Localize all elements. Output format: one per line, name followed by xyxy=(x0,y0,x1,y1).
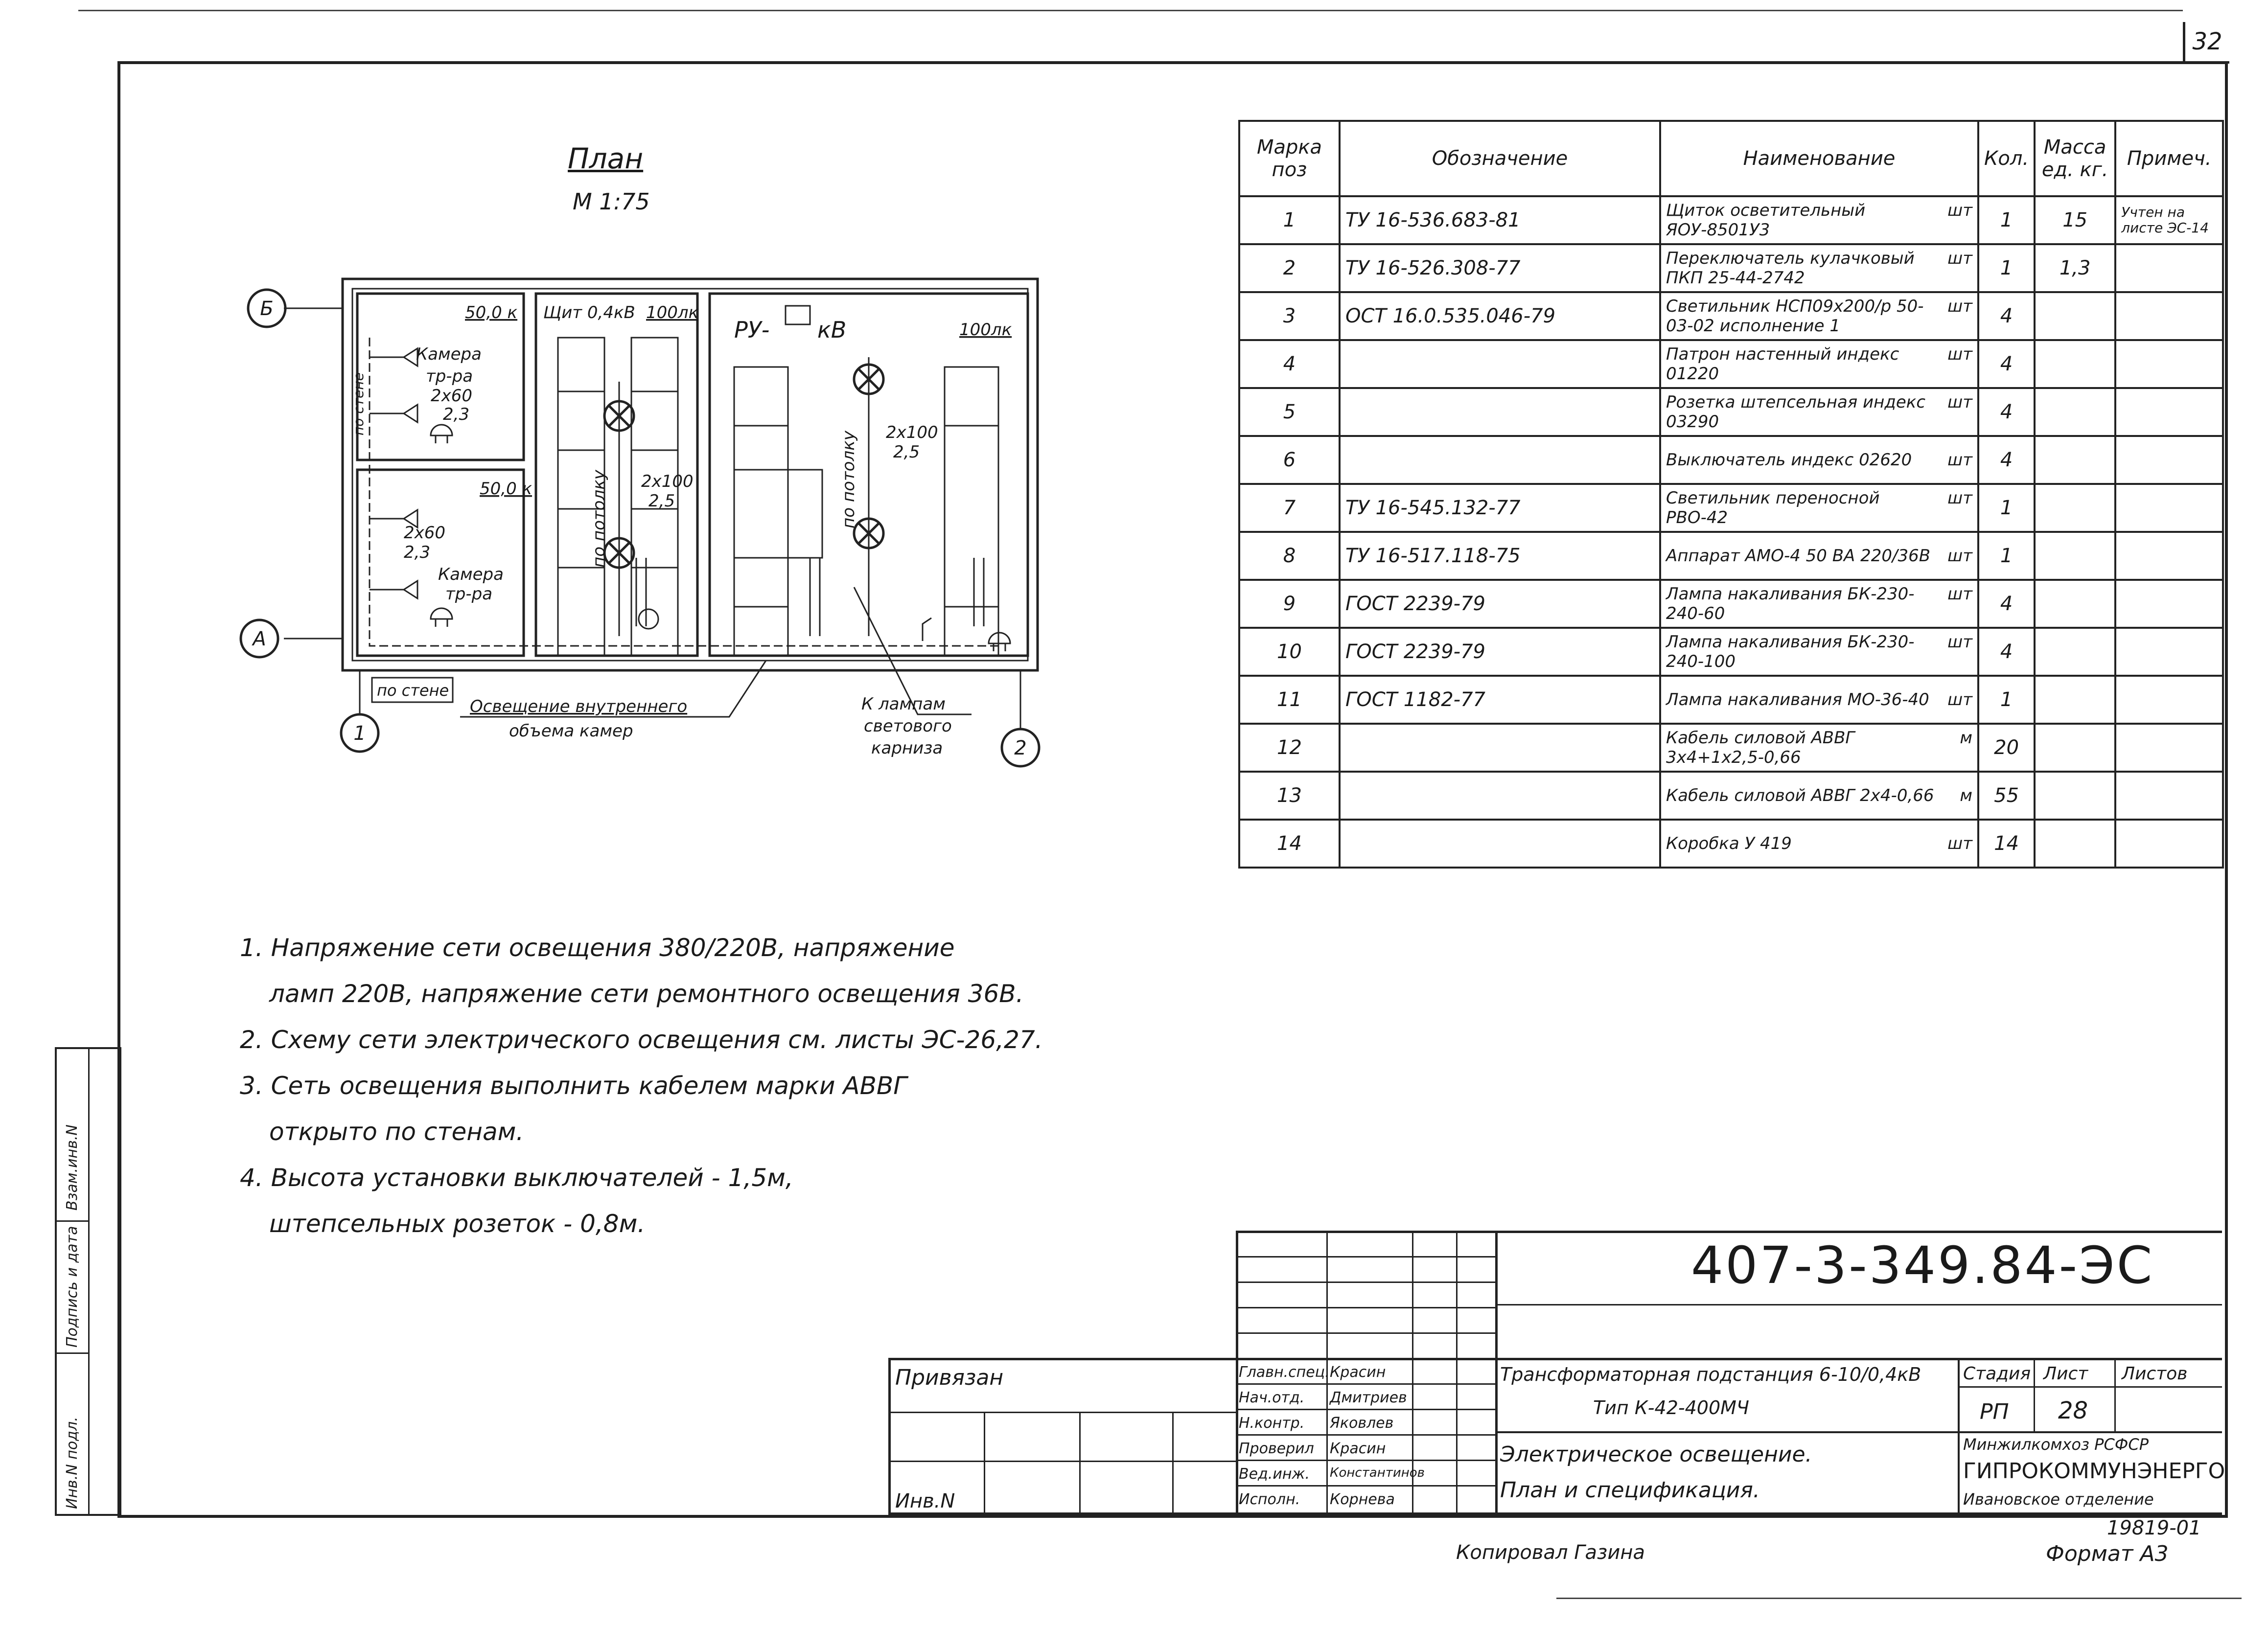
project-title: Трансформаторная подстанция 6-10/0,4кВ xyxy=(1500,1364,1921,1385)
archive-number: 19819-01 xyxy=(2107,1517,2201,1539)
spec-name: Светильник переносной РВО-42 xyxy=(1666,488,1880,527)
chamber-2-power: 2,3 xyxy=(404,543,431,562)
table-row xyxy=(1239,196,2223,244)
spec-code xyxy=(1340,772,1660,820)
spec-name: Кабель силовой АВВГ 2х4-0,66 xyxy=(1666,786,1934,805)
table-row xyxy=(1239,292,2223,340)
spec-name: Лампа накаливания БК-230-240-100 xyxy=(1666,632,1915,671)
privyazan-label: Привязан xyxy=(895,1365,1004,1390)
title-block xyxy=(888,1231,2225,1515)
spec-qty: 4 xyxy=(1978,628,2035,676)
chamber-2-name: Камера xyxy=(438,565,504,584)
spec-qty: 1 xyxy=(1978,196,2035,244)
wiring-branches xyxy=(370,357,404,590)
ru-lamps: 2x100 xyxy=(886,423,938,442)
spec-header-row xyxy=(1239,121,2223,196)
spec-note xyxy=(2115,580,2223,628)
spec-name: Щиток осветительный ЯОУ-8501У3 xyxy=(1666,201,1866,240)
side-strip-divider xyxy=(88,1049,90,1514)
spec-code xyxy=(1340,820,1660,868)
spec-name: Розетка штепсельная индекс 03290 xyxy=(1666,392,1926,432)
spec-name-cell xyxy=(1660,820,1978,868)
spec-mass xyxy=(2035,772,2115,820)
note-line: 2. Схему сети электрического освещения см. листы ЭС-26,27. xyxy=(240,1026,1043,1054)
spec-note xyxy=(2115,628,2223,676)
spec-unit: шт xyxy=(1947,450,1972,470)
spec-mass xyxy=(2035,724,2115,772)
switchboard-ceiling-note: по потолку xyxy=(589,470,609,568)
spec-qty: 1 xyxy=(1978,676,2035,724)
role-label: Вед.инж. xyxy=(1239,1465,1310,1483)
switchboard-illuminance: 100лк xyxy=(646,303,699,322)
sheet-label: Лист xyxy=(2043,1364,2088,1384)
spec-name-cell xyxy=(1660,580,1978,628)
spec-pos: 7 xyxy=(1239,484,1340,532)
switchboard-power: 2,5 xyxy=(648,491,675,511)
side-label-vzam: Взам.инв.N xyxy=(64,1124,81,1211)
spec-header-qty: Кол. xyxy=(1978,121,2035,196)
spec-name: Коробка У 419 xyxy=(1666,834,1792,853)
spec-qty: 1 xyxy=(1978,244,2035,292)
role-label: Исполн. xyxy=(1239,1491,1300,1508)
spec-mass xyxy=(2035,436,2115,484)
spec-unit: шт xyxy=(1947,584,1972,604)
sheet-value: 28 xyxy=(2058,1397,2088,1424)
spec-unit: шт xyxy=(1947,201,1972,220)
bottom-border-line xyxy=(1556,1598,2242,1599)
spec-mass: 1,3 xyxy=(2035,244,2115,292)
spec-name-cell xyxy=(1660,388,1978,436)
spec-note xyxy=(2115,532,2223,580)
org-line-3: Ивановское отделение xyxy=(1963,1490,2154,1509)
spec-name-cell xyxy=(1660,196,1978,244)
spec-code xyxy=(1340,436,1660,484)
side-label-podpis: Подпись и дата xyxy=(64,1226,81,1348)
spec-pos: 2 xyxy=(1239,244,1340,292)
chamber-1-name: Камера xyxy=(416,344,482,364)
callout-lighting-text-2: объема камер xyxy=(509,721,633,741)
chamber-1-lamps: 2x60 xyxy=(431,386,473,406)
spec-code: ГОСТ 1182-77 xyxy=(1340,676,1660,724)
sheets-label: Листов xyxy=(2122,1364,2188,1384)
spec-name: Лампа накаливания МО-36-40 xyxy=(1666,690,1929,710)
table-row xyxy=(1239,244,2223,292)
spec-name-cell xyxy=(1660,244,1978,292)
axis-b-label: Б xyxy=(260,298,274,320)
spec-name: Лампа накаливания БК-230-240-60 xyxy=(1666,584,1915,623)
spec-code: ГОСТ 2239-79 xyxy=(1340,580,1660,628)
spec-code: ТУ 16-536.683-81 xyxy=(1340,196,1660,244)
role-label: Нач.отд. xyxy=(1239,1389,1305,1406)
spec-header-mass: Масса ед. кг. xyxy=(2035,121,2115,196)
spec-name-cell xyxy=(1660,292,1978,340)
top-border-line xyxy=(78,10,2183,11)
spec-mass xyxy=(2035,292,2115,340)
callout-cornice-text-2: светового xyxy=(864,716,952,736)
callout-lighting-text: Освещение внутреннего xyxy=(470,697,688,716)
signer-name: Яковлев xyxy=(1330,1415,1394,1432)
plan-scale: М 1:75 xyxy=(573,188,650,215)
chamber-2-lamps: 2x60 xyxy=(404,523,446,543)
stage-label: Стадия xyxy=(1963,1364,2031,1384)
table-row xyxy=(1239,724,2223,772)
spec-note xyxy=(2115,244,2223,292)
spec-qty: 4 xyxy=(1978,292,2035,340)
spec-unit: шт xyxy=(1947,834,1972,853)
signer-name: Константинов xyxy=(1330,1465,1425,1480)
spec-pos: 4 xyxy=(1239,340,1340,388)
inv-no-label: Инв.N xyxy=(895,1490,955,1512)
spec-header-pos: Марка поз xyxy=(1239,121,1340,196)
ru-cell-center xyxy=(734,470,822,558)
spec-mass: 15 xyxy=(2035,196,2115,244)
wall-fixtures xyxy=(404,348,1010,651)
spec-pos: 6 xyxy=(1239,436,1340,484)
note-line: ламп 220В, напряжение сети ремонтного освещения 36В. xyxy=(269,980,1024,1008)
note-line: 1. Напряжение сети освещения 380/220В, напряжение xyxy=(240,934,955,962)
spec-name: Патрон настенный индекс 01220 xyxy=(1666,344,1899,384)
spec-name-cell xyxy=(1660,532,1978,580)
spec-header-code: Обозначение xyxy=(1340,121,1660,196)
side-stamp-strip xyxy=(55,1047,121,1516)
spec-name: Выключатель индекс 02620 xyxy=(1666,450,1912,470)
switchboard-label: Щит 0,4кВ xyxy=(543,303,635,322)
callout-cornice-text: К лампам xyxy=(861,694,946,714)
spec-mass xyxy=(2035,388,2115,436)
spec-pos: 11 xyxy=(1239,676,1340,724)
spec-unit: шт xyxy=(1947,632,1972,652)
bottom-wall-note: по стене xyxy=(377,681,449,700)
project-type: Тип К-42-400МЧ xyxy=(1593,1397,1749,1419)
table-row xyxy=(1239,436,2223,484)
spec-name-cell xyxy=(1660,484,1978,532)
ru-kv-label: кВ xyxy=(817,317,847,343)
doc-code: 407-3-349.84-ЭС xyxy=(1691,1236,2154,1295)
spec-note xyxy=(2115,676,2223,724)
plan-title: План xyxy=(568,142,644,175)
signer-name: Красин xyxy=(1330,1440,1386,1457)
copied-by: Копировал Газина xyxy=(1456,1541,1645,1564)
chamber-1-trra: тр-ра xyxy=(426,366,473,386)
spec-name-cell xyxy=(1660,628,1978,676)
spec-qty: 14 xyxy=(1978,820,2035,868)
side-label-inv-podl: Инв.N подл. xyxy=(64,1417,81,1509)
sheet-title-1: Электрическое освещение. xyxy=(1500,1442,1812,1467)
spec-pos: 5 xyxy=(1239,388,1340,436)
spec-mass xyxy=(2035,580,2115,628)
spec-note: Учтен на листе ЭС-14 xyxy=(2115,196,2223,244)
ru-cell-left xyxy=(734,367,788,656)
table-row xyxy=(1239,676,2223,724)
spec-mass xyxy=(2035,340,2115,388)
axis-1-label: 1 xyxy=(353,722,366,745)
stage-value: РП xyxy=(1980,1399,2009,1424)
spec-unit: шт xyxy=(1947,690,1972,710)
spec-qty: 4 xyxy=(1978,388,2035,436)
spec-qty: 1 xyxy=(1978,484,2035,532)
chamber-wall-note: по стене xyxy=(350,372,367,435)
ru-cell-right xyxy=(945,367,998,656)
signer-name: Дмитриев xyxy=(1330,1389,1407,1406)
plan-drawing xyxy=(235,264,1067,822)
spec-qty: 20 xyxy=(1978,724,2035,772)
table-row xyxy=(1239,340,2223,388)
note-line: 4. Высота установки выключателей - 1,5м, xyxy=(240,1164,793,1192)
note-line: 3. Сеть освещения выполнить кабелем марки АВВГ xyxy=(240,1072,907,1100)
org-line-1: Минжилкомхоз РСФСР xyxy=(1963,1435,2149,1454)
spec-name: Светильник НСП09х200/р 50-03-02 исполнение 1 xyxy=(1666,297,1924,336)
spec-header-note: Примеч. xyxy=(2115,121,2223,196)
spec-name-cell xyxy=(1660,724,1978,772)
spec-unit: шт xyxy=(1947,344,1972,364)
spec-pos: 10 xyxy=(1239,628,1340,676)
spec-code xyxy=(1340,340,1660,388)
callout-cornice-text-3: карниза xyxy=(871,738,943,758)
spec-code: ГОСТ 2239-79 xyxy=(1340,628,1660,676)
sheet-title-2: План и спецификация. xyxy=(1500,1478,1760,1503)
spec-unit: шт xyxy=(1947,249,1972,268)
chamber-2-illuminance: 50,0 к xyxy=(480,479,532,499)
spec-unit: м xyxy=(1960,786,1972,805)
spec-note xyxy=(2115,724,2223,772)
spec-note xyxy=(2115,436,2223,484)
spec-mass xyxy=(2035,676,2115,724)
spec-code: ОСТ 16.0.535.046-79 xyxy=(1340,292,1660,340)
spec-qty: 4 xyxy=(1978,580,2035,628)
spec-note xyxy=(2115,388,2223,436)
role-label: Н.контр. xyxy=(1239,1415,1305,1432)
spec-mass xyxy=(2035,532,2115,580)
axis-2-label: 2 xyxy=(1014,737,1027,759)
role-label: Проверил xyxy=(1239,1440,1314,1457)
side-strip-cell-divider xyxy=(57,1352,88,1354)
table-row xyxy=(1239,628,2223,676)
spec-unit: шт xyxy=(1947,488,1972,508)
spec-code xyxy=(1340,388,1660,436)
spec-name: Переключатель кулачковый ПКП 25-44-2742 xyxy=(1666,249,1915,288)
signer-name: Корнева xyxy=(1330,1491,1395,1508)
signer-name: Красин xyxy=(1330,1364,1386,1381)
table-row xyxy=(1239,388,2223,436)
spec-mass xyxy=(2035,484,2115,532)
spec-pos: 12 xyxy=(1239,724,1340,772)
spec-name-cell xyxy=(1660,676,1978,724)
spec-note xyxy=(2115,772,2223,820)
spec-name: Кабель силовой АВВГ 3х4+1х2,5-0,66 xyxy=(1666,728,1855,767)
spec-note xyxy=(2115,292,2223,340)
sheet-number: 32 xyxy=(2192,28,2222,55)
side-strip-cell-divider xyxy=(57,1220,88,1222)
ru-illuminance: 100лк xyxy=(959,320,1012,340)
spec-name-cell xyxy=(1660,772,1978,820)
table-row xyxy=(1239,772,2223,820)
spec-mass xyxy=(2035,628,2115,676)
table-row xyxy=(1239,532,2223,580)
spec-unit: м xyxy=(1960,728,1972,748)
chamber-1-power: 2,3 xyxy=(443,405,470,424)
spec-name-cell xyxy=(1660,340,1978,388)
spec-code: ТУ 16-545.132-77 xyxy=(1340,484,1660,532)
specification-table xyxy=(1238,120,2224,869)
spec-pos: 14 xyxy=(1239,820,1340,868)
ru-label: РУ- xyxy=(734,317,770,343)
table-row xyxy=(1239,820,2223,868)
spec-note xyxy=(2115,484,2223,532)
general-notes xyxy=(240,925,1219,1247)
spec-unit: шт xyxy=(1947,392,1972,412)
spec-code xyxy=(1340,724,1660,772)
spec-pos: 3 xyxy=(1239,292,1340,340)
table-row xyxy=(1239,580,2223,628)
spec-qty: 4 xyxy=(1978,436,2035,484)
spec-code: ТУ 16-517.118-75 xyxy=(1340,532,1660,580)
sheet-number-box xyxy=(2183,22,2229,64)
role-label: Главн.спец. xyxy=(1239,1364,1330,1381)
axis-a-label: А xyxy=(253,628,266,650)
spec-qty: 1 xyxy=(1978,532,2035,580)
ru-voltage-box xyxy=(786,306,810,324)
spec-code: ТУ 16-526.308-77 xyxy=(1340,244,1660,292)
spec-note xyxy=(2115,820,2223,868)
spec-name: Аппарат АМО-4 50 ВА 220/36В xyxy=(1666,546,1931,566)
spec-pos: 13 xyxy=(1239,772,1340,820)
org-line-2: ГИПРОКОММУНЭНЕРГО xyxy=(1963,1459,2225,1484)
spec-header-name: Наименование xyxy=(1660,121,1978,196)
spec-unit: шт xyxy=(1947,297,1972,316)
spec-pos: 1 xyxy=(1239,196,1340,244)
note-line: открыто по стенам. xyxy=(269,1118,524,1146)
spec-note xyxy=(2115,340,2223,388)
chamber-2-trra: тр-ра xyxy=(445,584,493,604)
note-line: штепсельных розеток - 0,8м. xyxy=(269,1210,646,1238)
table-row xyxy=(1239,484,2223,532)
spec-unit: шт xyxy=(1947,546,1972,566)
chamber-1-illuminance: 50,0 к xyxy=(465,303,518,322)
spec-mass xyxy=(2035,820,2115,868)
spec-qty: 55 xyxy=(1978,772,2035,820)
spec-pos: 8 xyxy=(1239,532,1340,580)
spec-pos: 9 xyxy=(1239,580,1340,628)
ru-power: 2,5 xyxy=(893,442,920,462)
ru-ceiling-note: по потолку xyxy=(839,431,858,528)
switchboard-lamps: 2x100 xyxy=(641,472,694,491)
spec-qty: 4 xyxy=(1978,340,2035,388)
paper-format: Формат А3 xyxy=(2046,1541,2169,1566)
spec-name-cell xyxy=(1660,436,1978,484)
